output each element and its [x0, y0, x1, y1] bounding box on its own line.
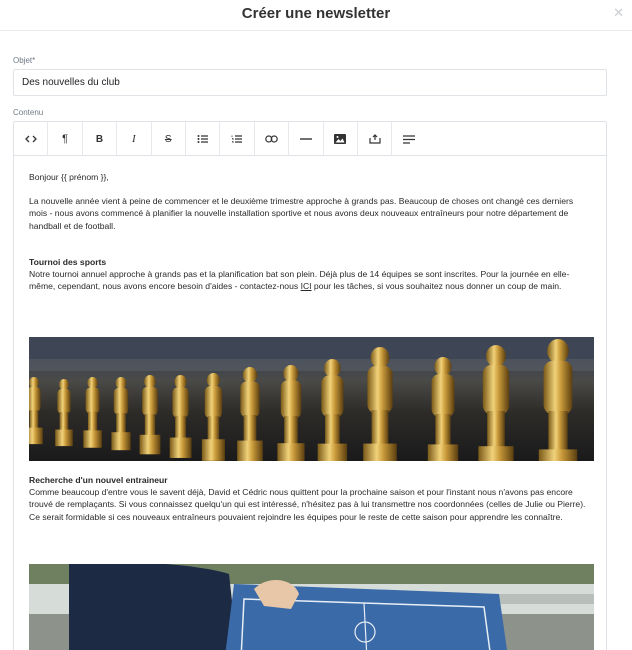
- editor-content-section2[interactable]: [29, 474, 593, 523]
- rich-text-editor[interactable]: [13, 121, 607, 650]
- paragraph-icon: ¶: [62, 133, 69, 145]
- tournament-paragraph: Notre tournoi annuel approche à grands pas et la planification bat son plein. Déjà plus de 14 équipes se sont inscrites. Pour la journée en elle-même, cependant, nous avons encore besoin d'aides - contactez-nous ICI pour les tâches, si vous souhaitez nous donner un coup de main.: [29, 269, 570, 292]
- align-icon: [403, 135, 415, 144]
- image-button[interactable]: [324, 122, 358, 156]
- numbered-list-button[interactable]: [220, 122, 254, 156]
- link-icon: [265, 135, 278, 143]
- modal-title: Créer une newsletter: [241, 5, 391, 22]
- strikethrough-icon: S: [164, 133, 172, 145]
- subject-input[interactable]: [13, 69, 607, 96]
- trophies-image: [29, 337, 594, 461]
- bullet-list-button[interactable]: [186, 122, 220, 156]
- modal-header: [0, 0, 632, 31]
- contact-link[interactable]: ICI: [300, 281, 312, 292]
- link-button[interactable]: [255, 122, 289, 156]
- numbered-list-icon: [231, 134, 243, 144]
- bold-icon: B: [95, 133, 104, 145]
- coach-paragraph: Comme beaucoup d'entre vous le savent déjà, David et Cédric nous quittent pour la prochaine saison et pour l'instant nous n'avons pas encore trouvé de remplaçants. Si vous connaissez quelqu'un qui est intéressé, n'hésitez pas à lui transmettre nos coordonnées (celles de Julie ou Pierre). Ce serait formidable si ces nouveaux entraîneurs pouvaient rejoindre les équipes pour le reste de cette saison pour apprendre les connaître.: [29, 487, 586, 522]
- close-icon[interactable]: ✕: [613, 5, 624, 20]
- coach-image: [29, 564, 594, 650]
- bullet-list-icon: [197, 134, 209, 144]
- editor-toolbar: [14, 122, 606, 156]
- align-button[interactable]: [392, 122, 426, 156]
- subject-label: Objet*: [13, 56, 36, 65]
- greeting-text: Bonjour {{ prénom }},: [29, 172, 109, 182]
- embed-button[interactable]: [358, 122, 392, 156]
- image-icon: [334, 134, 346, 144]
- coach-illustration: [29, 564, 594, 650]
- intro-paragraph: La nouvelle année vient à peine de commencer et le deuxième trimestre approche à grands pas. Beaucoup de choses ont changé ces derniers mois - nous avons commencé à planifier la nouvelle installation sportive et nous avons deux nouveaux entraîneurs pour notre département de handball et de football.: [29, 196, 574, 231]
- italic-icon: I: [132, 133, 136, 145]
- section-heading-tournament: Tournoi des sports: [29, 256, 107, 267]
- content-label: Contenu: [13, 108, 44, 117]
- horizontal-rule-button[interactable]: [289, 122, 323, 156]
- strikethrough-button[interactable]: [152, 122, 186, 156]
- embed-icon: [369, 134, 381, 144]
- bold-button[interactable]: [83, 122, 117, 156]
- trophies-illustration: [29, 337, 594, 461]
- paragraph-button[interactable]: [48, 122, 82, 156]
- italic-button[interactable]: [117, 122, 151, 156]
- editor-content[interactable]: [29, 171, 593, 292]
- code-view-button[interactable]: [14, 122, 48, 156]
- horizontal-rule-icon: [300, 137, 312, 141]
- section-heading-coach: Recherche d'un nouvel entraineur: [29, 475, 168, 485]
- code-icon: [25, 134, 37, 144]
